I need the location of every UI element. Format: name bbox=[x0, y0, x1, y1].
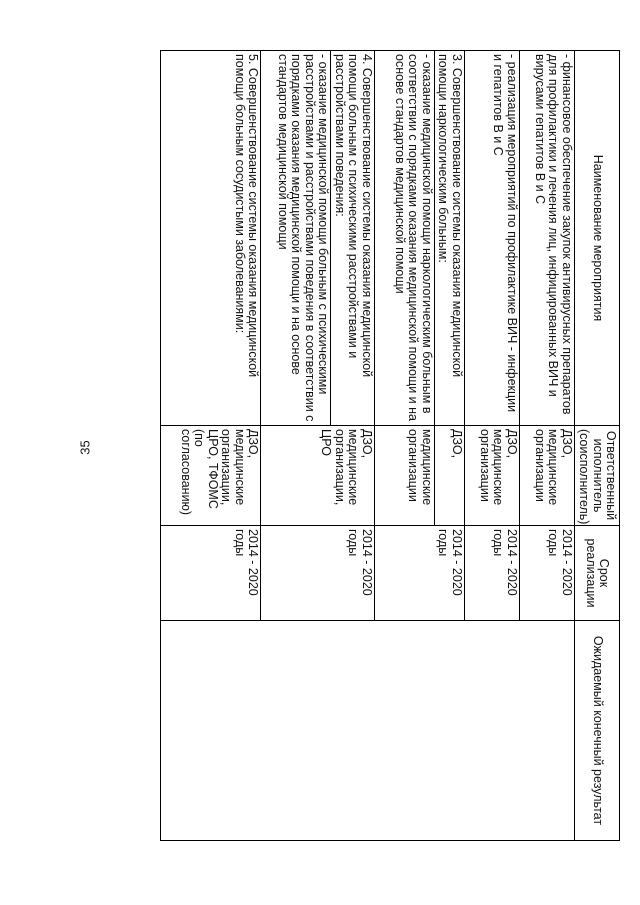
header-result: Ожидаемый конечный результат bbox=[575, 621, 620, 841]
row-term: 2014 - 2020 годы bbox=[465, 526, 520, 621]
row-term: 2014 - 2020 годы bbox=[375, 526, 465, 621]
rotated-table-container bbox=[165, 50, 620, 840]
row-executor: ДЗО, медицинские организации bbox=[520, 426, 575, 526]
row-executor: ДЗО, bbox=[435, 426, 465, 526]
row-name: - реализация мероприятий по профилактике ВИЧ - инфекции и гепатитов В и С bbox=[465, 51, 520, 426]
table-header-row bbox=[575, 51, 620, 841]
table-row bbox=[520, 51, 575, 841]
measures-table bbox=[161, 50, 621, 841]
row-name: - финансовое обеспечение закупок антивирусных препаратов для профилактики и лечения лиц, инфицированных ВИЧ и вирусами гепатитов В и С bbox=[520, 51, 575, 426]
header-name: Наименование мероприятия bbox=[575, 51, 620, 426]
row-executor: медицинские организации bbox=[375, 426, 435, 526]
row-name: 5. Совершенствование системы оказания медицинской помощи больным сосудистыми заболеваниями: bbox=[161, 51, 261, 426]
row-name: - оказание медицинской помощи наркологическим больным в соответствии с порядками оказания медицинской помощи и на основе стандартов медицинской помощи bbox=[375, 51, 435, 426]
row-executor: ДЗО, медицинские организации, ЦРО bbox=[261, 426, 375, 526]
row-executor: ДЗО, медицинские организации bbox=[465, 426, 520, 526]
header-term: Срок реализации bbox=[575, 526, 620, 621]
page-number: 35 bbox=[77, 440, 93, 455]
row-term: 2014 - 2020 годы bbox=[520, 526, 575, 621]
row-name: 4. Совершенствование системы оказания медицинской помощи больным с психическими расстройствами и расстройствами поведения: bbox=[331, 51, 375, 426]
row-term: 2014 - 2020 годы bbox=[161, 526, 261, 621]
row-executor: ДЗО, медицинские организации, ЦРО, ТФОМС (по согласованию) bbox=[161, 426, 261, 526]
header-executor: Ответственный исполнитель (соисполнитель) bbox=[575, 426, 620, 526]
row-name: 3. Совершенствование системы оказания медицинской помощи наркологическим больным: bbox=[435, 51, 465, 426]
row-name: - оказание медицинской помощи больным с психическими расстройствами и расстройствами поведения в соответствии с порядками оказания медицинской помощи и на основе стандартов медицинской помощи bbox=[261, 51, 331, 426]
row-result bbox=[161, 621, 575, 841]
row-term: 2014 - 2020 годы bbox=[261, 526, 375, 621]
